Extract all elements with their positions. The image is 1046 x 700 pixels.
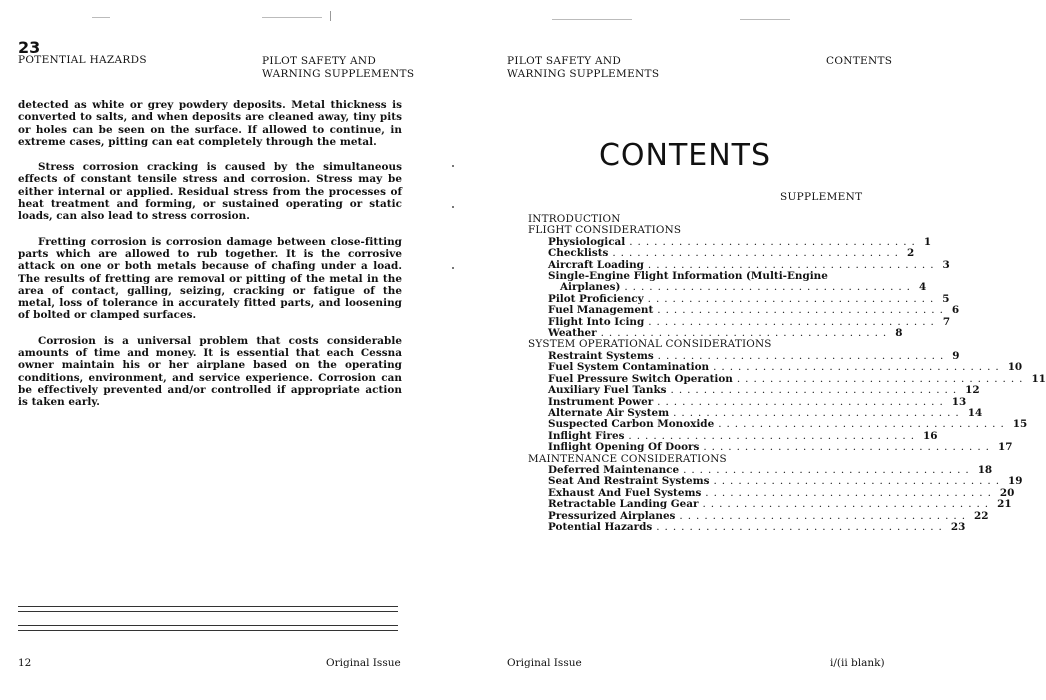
- column-label: SUPPLEMENT: [780, 191, 863, 203]
- running-header-line: WARNING SUPPLEMENTS: [262, 68, 415, 80]
- toc-entry-page: 7: [942, 315, 951, 328]
- toc-entry-page: 12: [965, 384, 980, 397]
- scan-artifact: [552, 19, 632, 20]
- footer-rule: [18, 611, 398, 612]
- running-header-right: [507, 55, 659, 81]
- running-header-line: PILOT SAFETY AND: [507, 55, 622, 67]
- leader-dots: ...................................: [624, 281, 915, 294]
- paragraph: Stress corrosion cracking is caused by the simultaneous effects of constant tensile stress and corrosion. Stress may be either internal or applied. Residual stress from the processes of heat treatment and forming, or sustained operating or static loads, can also lead to stress corrosion.: [18, 161, 402, 223]
- footer-issue-right: Original Issue: [507, 657, 582, 669]
- leader-dots: ...................................: [702, 498, 994, 511]
- toc-entry-page: 13: [951, 395, 967, 408]
- toc-entry: [528, 304, 960, 317]
- toc-entry: [528, 418, 1028, 431]
- toc-section: FLIGHT CONSIDERATIONS: [528, 224, 682, 237]
- toc-entry-page: 2: [906, 247, 915, 260]
- running-header-left: [262, 55, 414, 81]
- toc-entry-label: Pilot Proficiency: [548, 292, 644, 305]
- toc-entry-label: Weather: [548, 327, 597, 340]
- toc-entry-label: Pressurized Airplanes: [548, 509, 676, 522]
- leader-dots: ...................................: [656, 520, 947, 533]
- toc-entry: [528, 441, 1013, 454]
- leader-dots: ...................................: [628, 429, 920, 442]
- leader-dots: ...................................: [657, 304, 948, 317]
- toc-entry: [528, 361, 1023, 374]
- header-contents: CONTENTS: [826, 55, 893, 67]
- toc-entry-label: Single-Engine Flight Information (Multi-Engine: [548, 270, 828, 283]
- toc-entry-page: 9: [952, 349, 960, 362]
- toc-entry-page: 10: [1007, 361, 1023, 374]
- running-header-line: WARNING SUPPLEMENTS: [507, 68, 660, 80]
- scan-artifact: [330, 11, 331, 21]
- page-marker: 23: [18, 38, 41, 57]
- leader-dots: ...................................: [612, 247, 903, 260]
- toc-entry-label: Fuel Pressure Switch Operation: [548, 372, 733, 385]
- section-title: POTENTIAL HAZARDS: [18, 54, 147, 66]
- toc-entry-page: 22: [974, 509, 989, 522]
- leader-dots: ...................................: [657, 395, 948, 408]
- leader-dots: ...................................: [657, 349, 949, 362]
- body-text: [18, 99, 402, 422]
- toc-entry-label: Checklists: [548, 247, 609, 260]
- table-of-contents: [528, 213, 1046, 533]
- paragraph: Corrosion is a universal problem that costs considerable amounts of time and money. It is essential that each Cessna owner maintain his or her airplane based on the operating conditions, environment, and service experience. Corrosion can be effectively prevented and/or controlled if appropriate action is taken early.: [18, 334, 402, 409]
- toc-entry-label: Fuel Management: [548, 304, 654, 317]
- leader-dots: ...................................: [600, 327, 892, 340]
- running-header-line: PILOT SAFETY AND: [262, 55, 377, 67]
- toc-entry-page: 21: [997, 498, 1012, 511]
- leader-dots: ...................................: [713, 361, 1004, 374]
- footer-rule: [18, 625, 398, 626]
- toc-entry-label: Retractable Landing Gear: [548, 498, 699, 511]
- toc-section: SYSTEM OPERATIONAL CONSIDERATIONS: [528, 338, 772, 351]
- toc-entry-page: 11: [1031, 372, 1046, 385]
- page-title: CONTENTS: [598, 138, 772, 173]
- scan-dot: [452, 267, 454, 269]
- toc-entry: [528, 498, 1012, 511]
- toc-entry-page: 4: [918, 281, 927, 294]
- toc-entry-page: 18: [977, 463, 993, 476]
- leader-dots: ...................................: [647, 292, 939, 305]
- toc-entry-label: Deferred Maintenance: [548, 463, 680, 476]
- toc-entry-page: 1: [923, 235, 932, 248]
- toc-entry-label: Potential Hazards: [548, 520, 653, 533]
- leader-dots: ...................................: [629, 235, 920, 248]
- leader-dots: ...................................: [679, 509, 971, 522]
- leader-dots: ...................................: [670, 384, 962, 397]
- scan-dot: [452, 206, 454, 208]
- toc-entry-page: 16: [923, 429, 938, 442]
- leader-dots: ...................................: [705, 486, 996, 499]
- toc-section: MAINTENANCE CONSIDERATIONS: [528, 452, 727, 465]
- scan-artifact: [262, 17, 322, 18]
- footer-issue: Original Issue: [326, 657, 401, 669]
- toc-entry: [528, 384, 980, 397]
- toc-entry-label: Flight Into Icing: [548, 315, 645, 328]
- toc-entry-label: Suspected Carbon Monoxide: [548, 418, 715, 431]
- toc-entry-label: Seat And Restraint Systems: [548, 475, 710, 488]
- toc-entry-label: Inflight Opening Of Doors: [548, 441, 700, 454]
- toc-entry-label: Fuel System Contamination: [548, 361, 710, 374]
- leader-dots: ...................................: [673, 406, 964, 419]
- leader-dots: ...................................: [648, 315, 939, 328]
- scan-artifact: [92, 17, 110, 18]
- toc-entry-label: Exhaust And Fuel Systems: [548, 486, 702, 499]
- toc-entry-page: 23: [950, 520, 966, 533]
- toc-entry-label: Physiological: [548, 235, 626, 248]
- toc-entry-label: Instrument Power: [548, 395, 654, 408]
- toc-section: INTRODUCTION: [528, 213, 621, 225]
- toc-entry: [528, 520, 966, 533]
- leader-dots: ...................................: [703, 441, 994, 454]
- paragraph: Fretting corrosion is corrosion damage between close-fitting parts which are allowed to rub together. It is the corrosive attack on one or both metals because of chafing under a load. The results of fretting are removal or pitting of the metal in the area of contact, galling, seizing, cracking or fatigue of the metal, loss of tolerance in accurately fitted parts, and loosening of bolted or clamped surfaces.: [18, 235, 402, 322]
- toc-entry-page: 8: [895, 327, 903, 340]
- toc-entry-page: 20: [999, 486, 1015, 499]
- toc-entry-page: 15: [1012, 418, 1028, 431]
- toc-entry-label: Restraint Systems: [548, 349, 654, 362]
- footer-rule: [18, 630, 398, 631]
- toc-entry-page: 19: [1008, 475, 1023, 488]
- leader-dots: ...................................: [718, 418, 1009, 431]
- toc-entry-page: 5: [942, 292, 950, 305]
- toc-entry-page: 6: [951, 304, 960, 317]
- toc-entry-page: 17: [997, 441, 1013, 454]
- toc-entry-label: Auxiliary Fuel Tanks: [548, 384, 667, 397]
- toc-entry-label: Alternate Air System: [548, 406, 670, 419]
- toc-entry-page: 14: [967, 406, 983, 419]
- paragraph: detected as white or grey powdery deposits. Metal thickness is converted to salts, and when deposits are cleaned away, tiny pits or holes can be seen on the surface. If allowed to continue, in extreme cases, pitting can eat completely through the metal.: [18, 99, 402, 148]
- scan-artifact: [740, 19, 790, 20]
- leader-dots: ...................................: [713, 475, 1005, 488]
- leader-dots: ...................................: [683, 463, 974, 476]
- footer-page-number-right: i/(ii blank): [830, 657, 885, 669]
- toc-entry-label: Inflight Fires: [548, 429, 625, 442]
- toc-entry-page: 3: [942, 258, 950, 271]
- leader-dots: ...................................: [736, 372, 1028, 385]
- footer-rule: [18, 606, 398, 607]
- toc-entry-label: Airplanes): [560, 281, 621, 294]
- toc-entry-label: Aircraft Loading: [548, 258, 644, 271]
- scan-dot: [452, 165, 454, 167]
- toc-entry: [528, 247, 915, 260]
- leader-dots: ...................................: [647, 258, 939, 271]
- footer-page-number: 12: [18, 657, 32, 669]
